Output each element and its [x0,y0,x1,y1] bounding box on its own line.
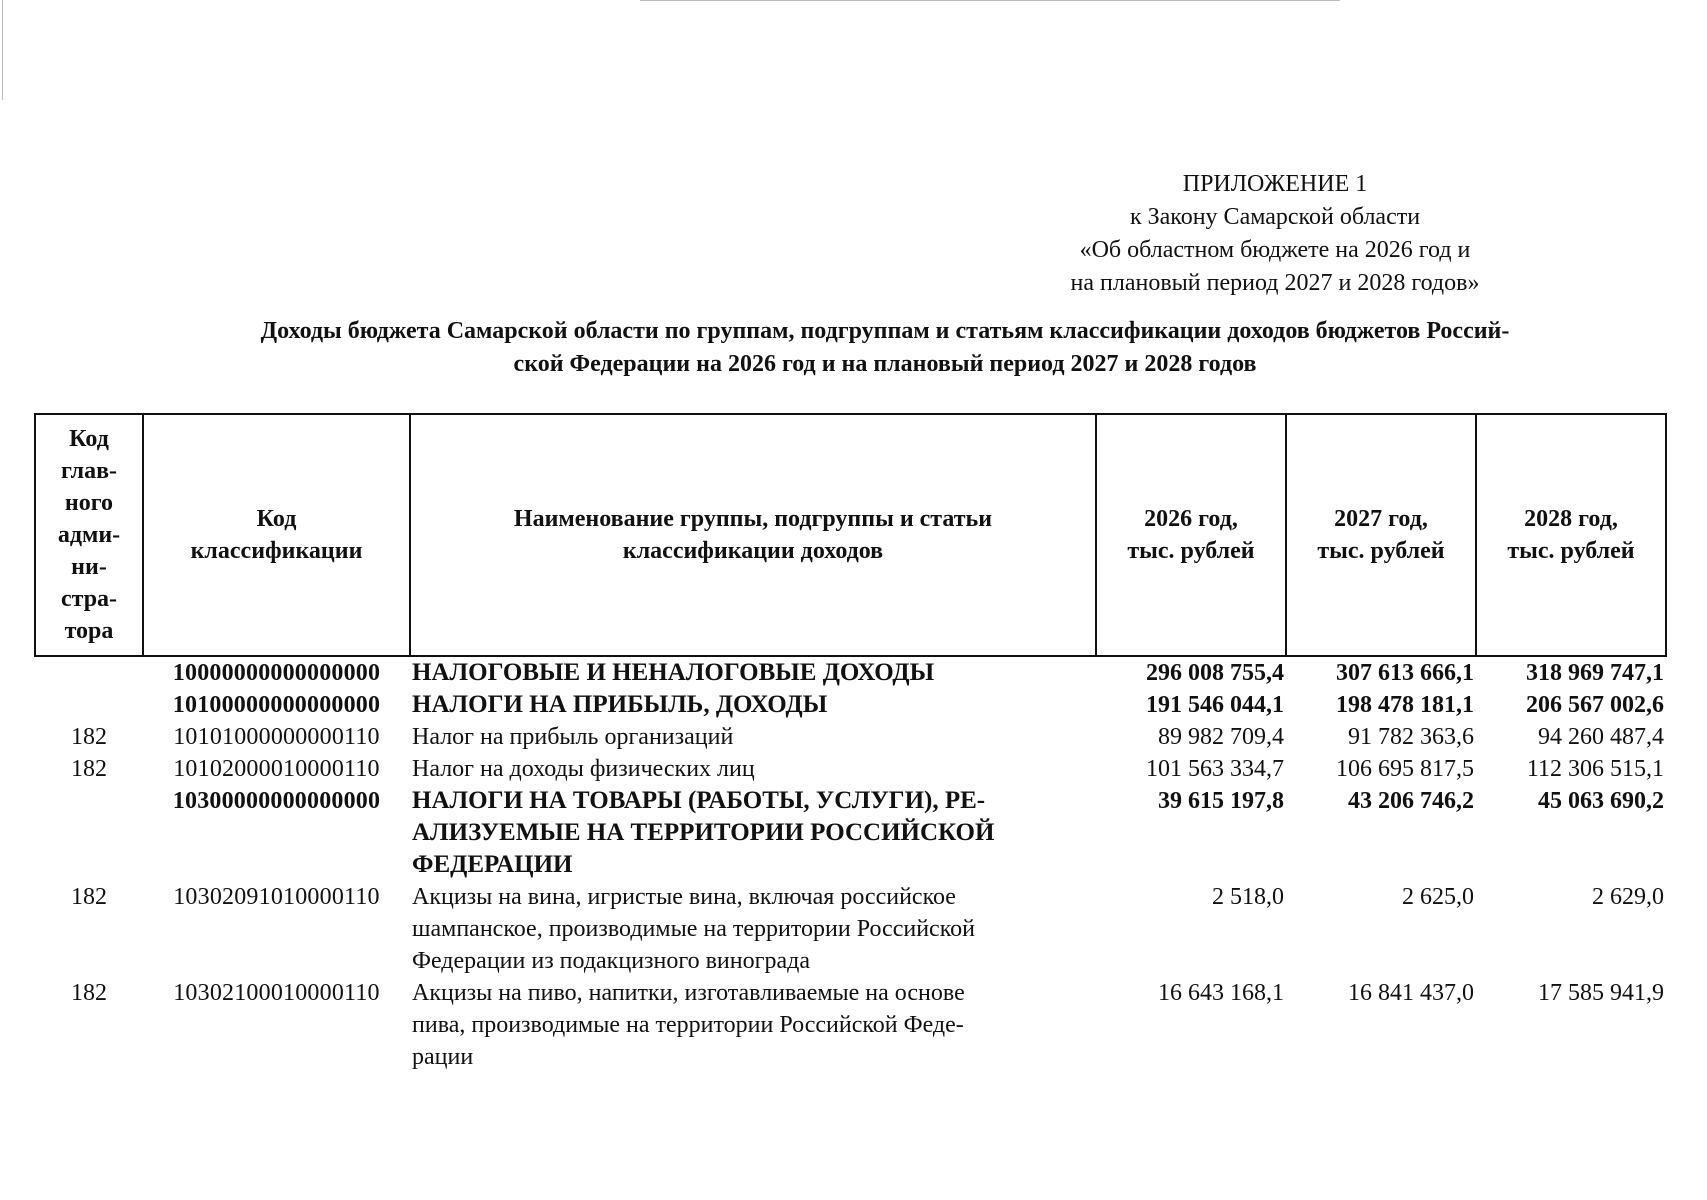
table-row [35,977,1666,1073]
cell-2028: 112 306 515,1 [1526,756,1664,782]
appendix-number: ПРИЛОЖЕНИЕ 1 [1182,171,1368,197]
appendix-block [1040,168,1510,300]
cell-admin [35,689,143,721]
table-row [35,753,1666,785]
cell-name-line: АЛИЗУЕМЫЕ НА ТЕРРИТОРИИ РОССИЙСКОЙ [412,819,995,846]
table-row [35,785,1666,881]
cell-admin: 182 [71,724,107,750]
cell-2026: 89 982 709,4 [1158,724,1284,750]
appendix-law: к Закону Самарской области [1129,204,1421,230]
cell-2026: 101 563 334,7 [1146,756,1284,782]
cell-2026: 2 518,0 [1212,884,1284,910]
cell-name-line: Акцизы на пиво, напитки, изготавливаемые на основе [412,980,965,1006]
cell-code: 10300000000000000 [172,788,381,814]
table-row [35,656,1666,689]
cell-2026: 39 615 197,8 [1158,788,1284,814]
page-title-line-2: ской Федерации на 2026 год и на плановый период 2027 и 2028 годов [513,351,1257,377]
header-year-2028: 2028 год, тыс. рублей [1476,414,1666,656]
cell-code: 10100000000000000 [172,692,381,718]
cell-name-line: шампанское, производимые на территории Российской [412,916,975,942]
cell-name-line: НАЛОГИ НА ТОВАРЫ (РАБОТЫ, УСЛУГИ), РЕ- [412,787,986,814]
cell-admin [35,656,143,689]
header-name: Наименование группы, подгруппы и статьи классификации доходов [410,414,1096,656]
cell-2027: 307 613 666,1 [1336,660,1474,686]
cell-2028: 2 629,0 [1592,884,1664,910]
cell-name [410,881,1096,977]
cell-name-line: Акцизы на вина, игристые вина, включая российское [412,884,956,910]
table-row [35,721,1666,753]
appendix-law-title-cont: на плановый период 2027 и 2028 годов» [1070,270,1480,296]
table-row [35,689,1666,721]
scan-edge-top [640,0,1340,1]
cell-code: 10000000000000000 [172,660,381,686]
cell-2027: 16 841 437,0 [1348,980,1474,1006]
cell-name: Налог на прибыль организаций [412,724,734,750]
cell-name: НАЛОГОВЫЕ И НЕНАЛОГОВЫЕ ДОХОДЫ [412,659,935,686]
cell-name: Налог на доходы физических лиц [412,756,755,782]
cell-admin: 182 [71,884,107,910]
cell-name-line: рации [412,1044,474,1070]
cell-admin: 182 [71,756,107,782]
cell-2026: 191 546 044,1 [1146,692,1284,718]
header-year-2027: 2027 год, тыс. рублей [1286,414,1476,656]
cell-2028: 17 585 941,9 [1538,980,1664,1006]
header-admin-code: Код глав- ного адми- ни- стра- тора [35,414,143,656]
cell-2027: 2 625,0 [1402,884,1474,910]
cell-admin [35,785,143,881]
cell-code: 10302100010000110 [173,980,380,1006]
cell-2028: 45 063 690,2 [1538,788,1664,814]
cell-name [410,977,1096,1073]
income-table [34,413,1667,1073]
cell-2026: 16 643 168,1 [1158,980,1284,1006]
page-title-line-1: Доходы бюджета Самарской области по группам, подгруппам и статьям классификации доходов бюджетов Россий- [260,318,1510,344]
cell-name-line: ФЕДЕРАЦИИ [412,851,573,878]
page-title [120,315,1650,381]
cell-2028: 206 567 002,6 [1526,692,1664,718]
cell-2027: 198 478 181,1 [1336,692,1474,718]
header-year-2026: 2026 год, тыс. рублей [1096,414,1286,656]
cell-2028: 94 260 487,4 [1538,724,1664,750]
cell-name-line: Федерации из подакцизного винограда [412,948,810,974]
cell-2028: 318 969 747,1 [1526,660,1664,686]
table-header-row [35,414,1666,656]
cell-name [410,785,1096,881]
cell-2027: 91 782 363,6 [1348,724,1474,750]
cell-code: 10302091010000110 [173,884,380,910]
cell-2027: 43 206 746,2 [1348,788,1474,814]
cell-2026: 296 008 755,4 [1146,660,1284,686]
cell-code: 10102000010000110 [173,756,380,782]
cell-2027: 106 695 817,5 [1336,756,1474,782]
table-row [35,881,1666,977]
scan-edge-left [2,0,3,100]
cell-admin: 182 [71,980,107,1006]
appendix-law-title: «Об областном бюджете на 2026 год и [1079,237,1471,263]
cell-code: 10101000000000110 [173,724,380,750]
cell-name-line: пива, производимые на территории Российской Феде- [412,1012,964,1038]
cell-name: НАЛОГИ НА ПРИБЫЛЬ, ДОХОДЫ [412,691,828,718]
header-classification-code: Код классификации [143,414,410,656]
